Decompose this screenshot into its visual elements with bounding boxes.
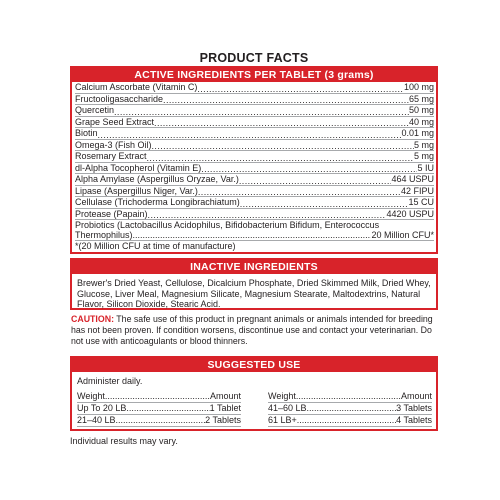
probiotics-row [75, 220, 434, 241]
leader-dots [152, 141, 414, 150]
active-ingredients-header: ACTIVE INGREDIENTS PER TABLET (3 grams) [72, 68, 436, 82]
ingredient-name: dl-Alpha Tocopherol (Vitamin E) [75, 162, 202, 173]
ingredient-row [75, 151, 434, 163]
dosage-amount: Amount [209, 390, 241, 401]
dosage-weight: Weight [77, 390, 105, 401]
probiotics-amount: 20 Million CFU* [371, 230, 434, 241]
ingredient-amount: 5 mg [413, 151, 434, 162]
leader-dots [197, 84, 404, 93]
ingredient-row [75, 186, 434, 198]
ingredient-name: Biotin [75, 128, 98, 139]
dosage-row [77, 391, 241, 403]
ingredient-name: Omega-3 (Fish Oil) [75, 139, 152, 150]
dosage-row [268, 391, 432, 403]
leader-dots [198, 187, 401, 196]
ingredient-row [75, 197, 434, 209]
ingredient-name: Cellulase (Trichoderma Longibrachiatum) [75, 197, 240, 208]
dosage-weight: Weight [268, 390, 296, 401]
suggested-use-content [72, 372, 436, 428]
dosage-weight: 61 LB+ [268, 414, 297, 425]
dosage-amount: 2 Tablets [205, 414, 241, 425]
ingredient-row [75, 94, 434, 106]
dosage-weight: 41–60 LB [268, 402, 307, 413]
dosage-row [77, 403, 241, 415]
ingredient-name: Rosemary Extract [75, 151, 147, 162]
probiotics-block [72, 220, 436, 252]
leader-dots [307, 403, 397, 413]
ingredient-amount: 15 CU [408, 197, 434, 208]
leader-dots [201, 164, 417, 173]
ingredient-row [75, 82, 434, 94]
panel-title: PRODUCT FACTS [199, 51, 309, 65]
administer-instruction: Administer daily. [77, 376, 143, 387]
cfu-footnote: *(20 Million CFU at time of manufacture) [75, 241, 236, 252]
leader-dots [133, 230, 372, 239]
probiotics-line2: Thermophilus) [75, 230, 133, 241]
ingredient-row [75, 105, 434, 117]
ingredient-row [75, 174, 434, 186]
ingredient-name: Grape Seed Extract [75, 116, 155, 127]
ingredient-amount: 4420 USPU [386, 208, 434, 219]
ingredient-row [75, 117, 434, 129]
leader-dots [105, 391, 210, 401]
dosage-row [268, 415, 432, 427]
leader-dots [98, 130, 402, 139]
ingredient-row [75, 209, 434, 221]
ingredient-amount: 0.01 mg [401, 128, 434, 139]
inactive-ingredients-text: Brewer's Dried Yeast, Cellulose, Dicalcium Phosphate, Dried Skimmed Milk, Dried Whey, Glucose, Liver Meal, Magnesium Silicate, Magnesium Stearate, Maltodextrins, Natural Flavor, Silicon Dioxide, Stearic Acid. [77, 278, 431, 310]
probiotics-line2-row [75, 230, 434, 240]
suggested-use-box [70, 356, 438, 430]
suggested-use-header: SUGGESTED USE [72, 358, 436, 372]
dosage-weight: Up To 20 LB [77, 402, 127, 413]
ingredient-name: Alpha Amylase (Aspergillus Oryzae, Var.) [75, 174, 239, 185]
ingredient-amount: 5 IU [417, 162, 434, 173]
ingredient-name: Protease (Papain) [75, 208, 148, 219]
ingredient-amount: 50 mg [408, 105, 434, 116]
dosage-column-left [77, 391, 241, 427]
leader-dots [297, 415, 396, 425]
ingredient-amount: 65 mg [408, 93, 434, 104]
leader-dots [126, 403, 209, 413]
ingredient-amount: 42 FIPU [400, 185, 434, 196]
caution-statement [70, 310, 438, 356]
leader-dots [296, 391, 401, 401]
ingredient-row [75, 163, 434, 175]
leader-dots [147, 153, 414, 162]
ingredient-amount: 464 USPU [391, 174, 434, 185]
ingredient-amount: 5 mg [413, 139, 434, 150]
dosage-columns [77, 391, 432, 427]
leader-dots [239, 176, 392, 185]
active-ingredients-list [72, 82, 436, 220]
ingredient-amount: 100 mg [403, 82, 434, 93]
leader-dots [114, 107, 409, 116]
ingredient-row [75, 140, 434, 152]
ingredient-amount: 40 mg [408, 116, 434, 127]
results-note: Individual results may vary. [70, 435, 178, 446]
ingredient-row [75, 128, 434, 140]
dosage-amount: 1 Tablet [209, 402, 241, 413]
dosage-amount: Amount [400, 390, 432, 401]
dosage-amount: 4 Tablets [396, 414, 432, 425]
leader-dots [163, 95, 409, 104]
ingredient-name: Lipase (Aspergillus Niger, Var.) [75, 185, 198, 196]
ingredient-name: Calcium Ascorbate (Vitamin C) [75, 82, 198, 93]
caution-text: The safe use of this product in pregnant animals or animals intended for breeding has not been proven. If condition worsens, discontinue use and contact your veterinarian. Do not use with anticoagulants or blood thinners. [71, 314, 433, 346]
leader-dots [240, 199, 409, 208]
dosage-row [77, 415, 241, 427]
product-facts-panel [70, 50, 438, 446]
caution-label: CAUTION: [71, 314, 115, 325]
dosage-row [268, 403, 432, 415]
leader-dots [154, 118, 409, 127]
dosage-amount: 3 Tablets [396, 402, 432, 413]
inactive-ingredients-box [70, 258, 438, 310]
dosage-column-right [268, 391, 432, 427]
inactive-ingredients-header: INACTIVE INGREDIENTS [72, 260, 436, 274]
leader-dots [116, 415, 206, 425]
dosage-weight: 21–40 LB [77, 414, 116, 425]
leader-dots [148, 210, 387, 219]
ingredient-name: Fructooligasaccharide [75, 93, 164, 104]
active-ingredients-box [70, 66, 438, 254]
probiotics-line1: Probiotics (Lactobacillus Acidophilus, Bifidobacterium Bifidum, Enterococcus [75, 220, 380, 230]
ingredient-name: Quercetin [75, 105, 115, 116]
